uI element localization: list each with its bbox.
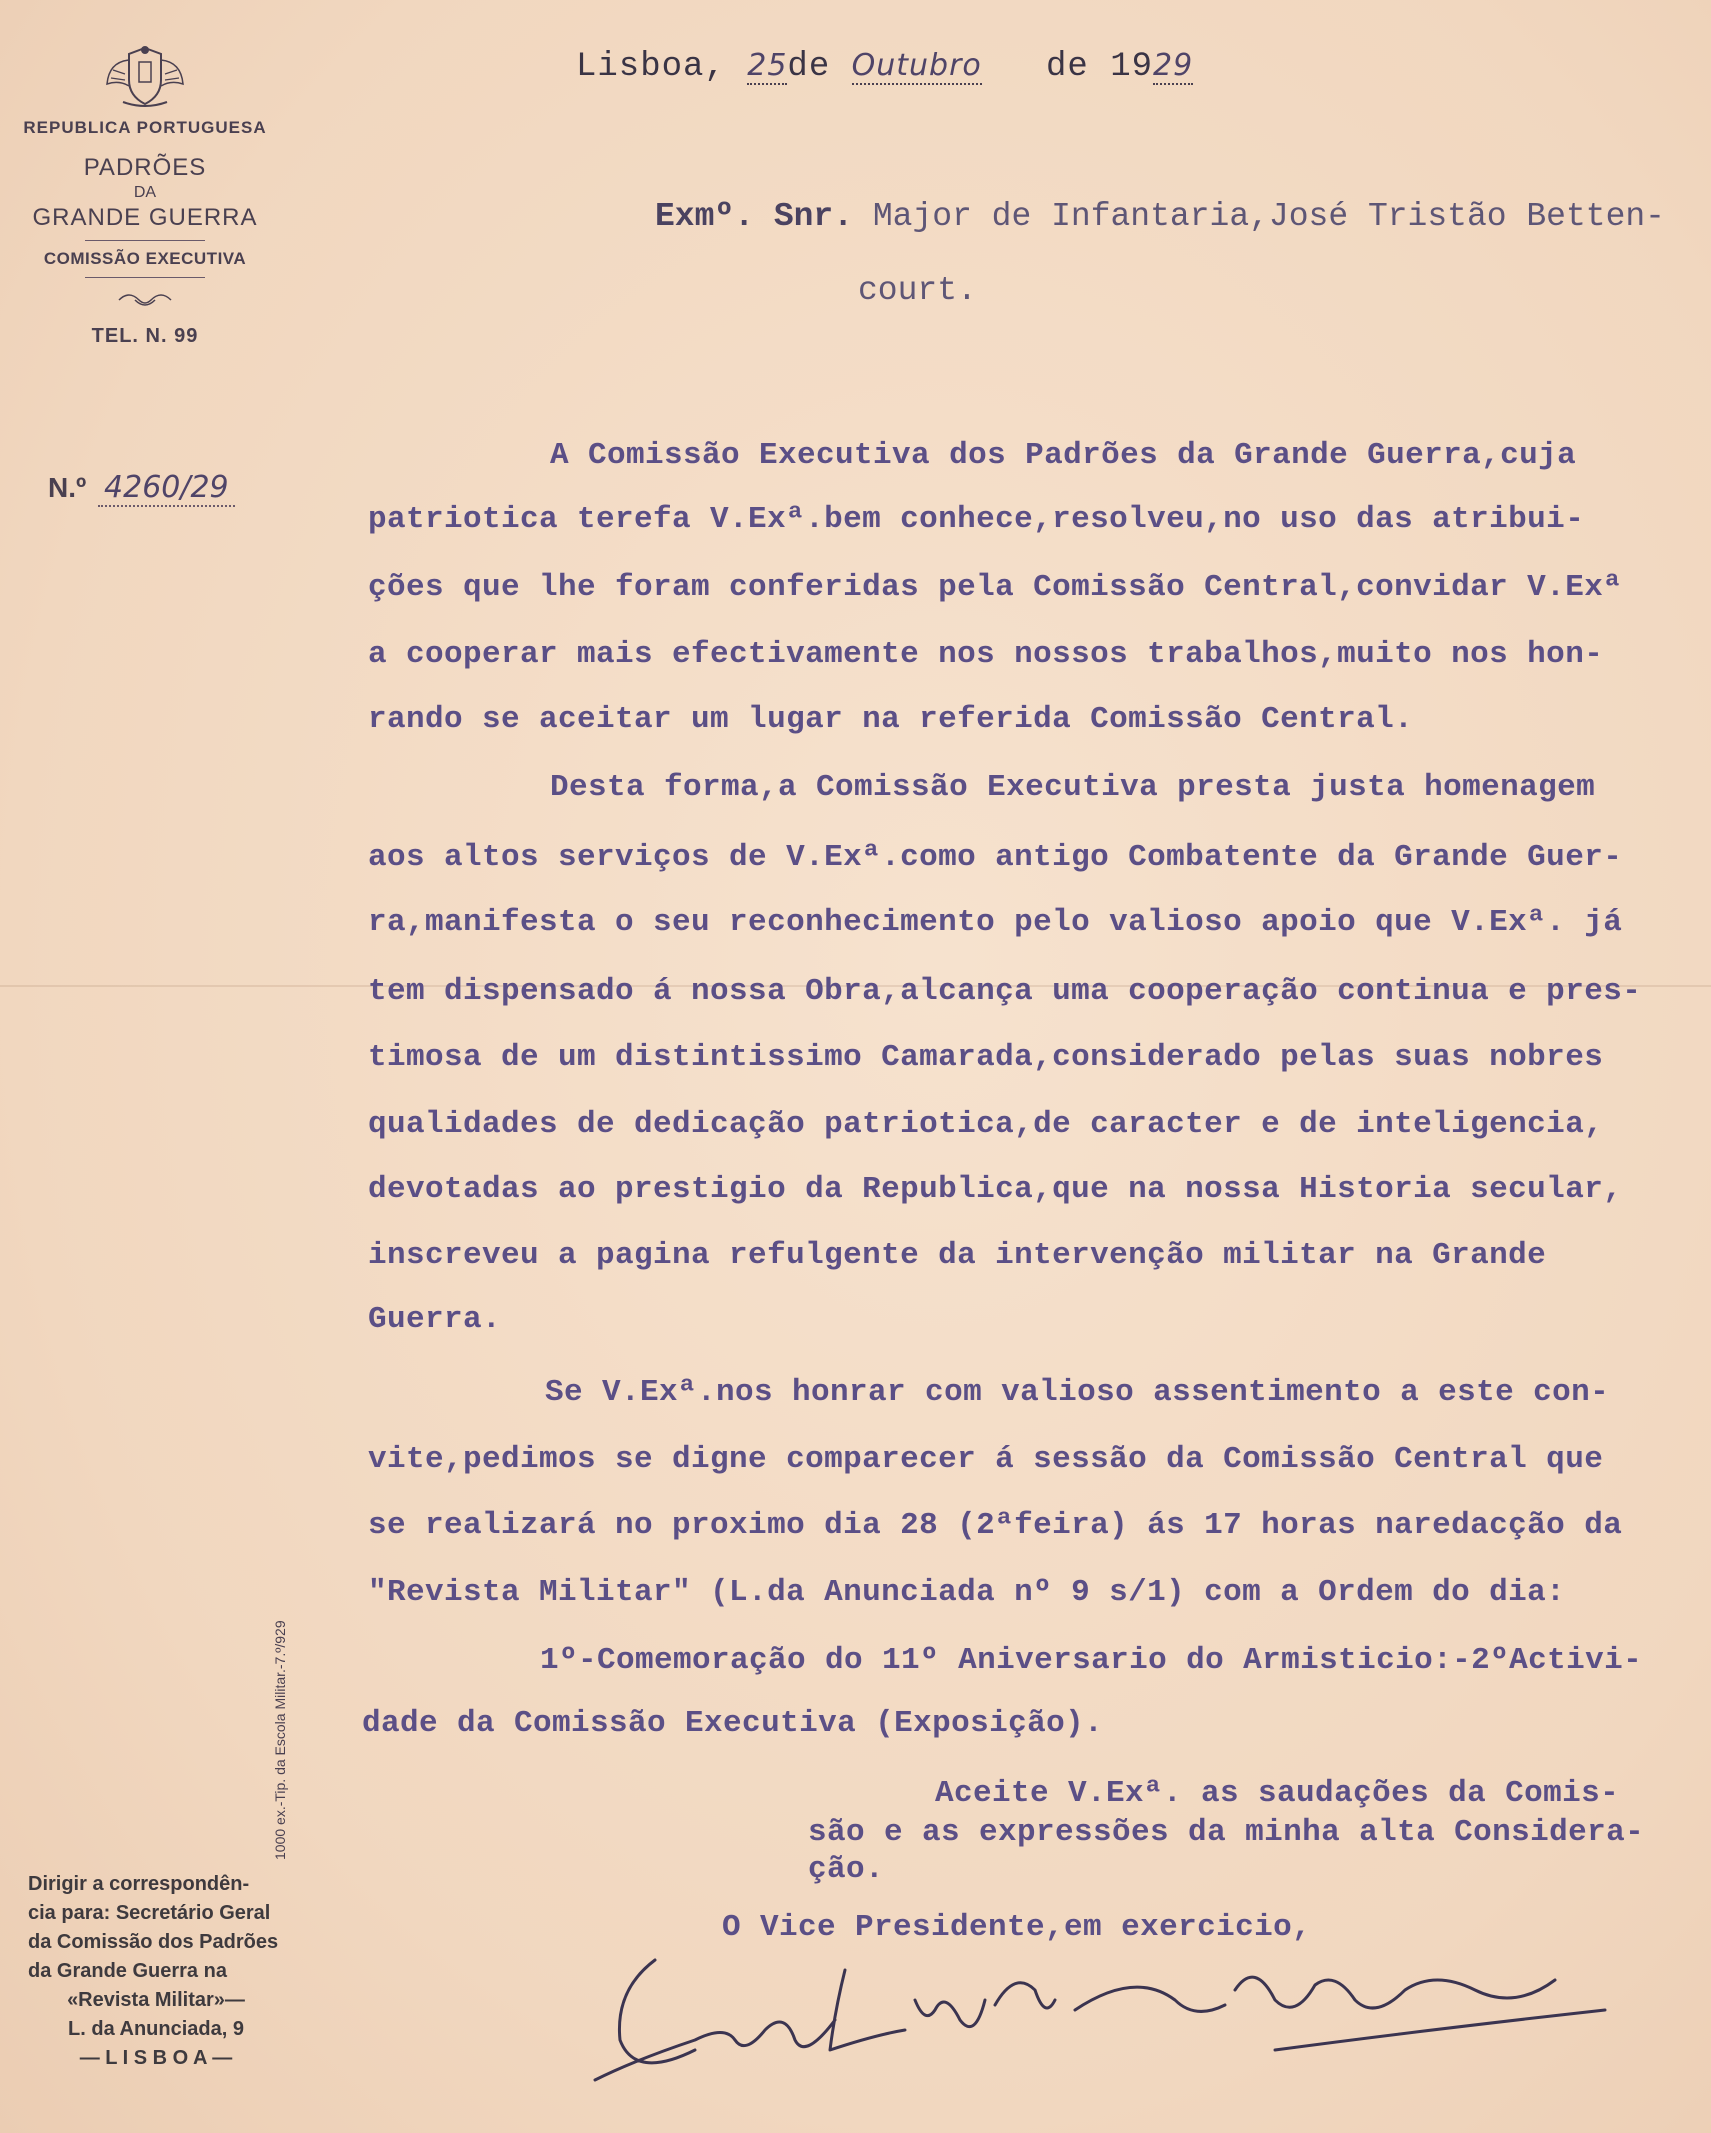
date-de1: de bbox=[787, 48, 831, 86]
org-line-padroes: PADRÕES bbox=[83, 154, 207, 181]
org-line-da: DA bbox=[133, 184, 157, 201]
salutation: Exmº. Snr. bbox=[655, 198, 854, 235]
footer-line: cia para: Secretário Geral bbox=[28, 1902, 271, 1924]
date-place: Lisboa, bbox=[576, 48, 726, 86]
date-day: 25 bbox=[747, 48, 788, 83]
date-de2: de 19 bbox=[1046, 48, 1154, 86]
body-line: patriotica terefa V.Exª.bem conhece,resolveu,no uso das atribui- bbox=[368, 502, 1585, 537]
footer-line: Dirigir a correspondên- bbox=[28, 1873, 250, 1895]
body-line: Desta forma,a Comissão Executiva presta justa homenagem bbox=[550, 770, 1596, 805]
body-line: 1º-Comemoração do 11º Aniversario do Armisticio:-2ºActivi- bbox=[540, 1643, 1643, 1678]
body-line: se realizará no proximo dia 28 (2ªfeira) ás 17 horas naredacção da bbox=[368, 1508, 1623, 1543]
body-line: dade da Comissão Executiva (Exposição). bbox=[362, 1706, 1104, 1741]
body-line: vite,pedimos se digne comparecer á sessão da Comissão Central que bbox=[368, 1442, 1604, 1477]
body-line: inscreveu a pagina refulgente da intervenção militar na Grande bbox=[368, 1238, 1547, 1273]
footer-line: «Revista Militar»— bbox=[67, 1989, 245, 2011]
body-line: "Revista Militar" (L.da Anunciada nº 9 s/1) com a Ordem do dia: bbox=[368, 1575, 1566, 1610]
addressee-line-1 bbox=[655, 198, 1665, 235]
footer-line: L. da Anunciada, 9 bbox=[68, 2018, 244, 2040]
date-year: 29 bbox=[1153, 48, 1194, 83]
ornament-icon bbox=[0, 290, 290, 315]
body-line: Se V.Exª.nos honrar com valioso assentimento a este con- bbox=[545, 1375, 1610, 1410]
body-line: timosa de um distintissimo Camarada,considerado pelas suas nobres bbox=[368, 1040, 1604, 1075]
body-line: aos altos serviços de V.Exª.como antigo Combatente da Grande Guer- bbox=[368, 840, 1623, 875]
letterhead bbox=[0, 40, 290, 348]
body-line: devotadas ao prestigio da Republica,que na nossa Historia secular, bbox=[368, 1172, 1623, 1207]
reference-value: 4260/29 bbox=[98, 470, 235, 507]
body-line: tem dispensado á nossa Obra,alcança uma cooperação continua e pres- bbox=[368, 974, 1642, 1009]
letterhead-divider bbox=[85, 240, 205, 241]
closing-line: Aceite V.Exª. as saudações da Comis- bbox=[935, 1776, 1620, 1811]
reference-number bbox=[48, 470, 235, 505]
letterhead-divider-2 bbox=[85, 277, 205, 278]
telephone-number: TEL. N. 99 bbox=[91, 325, 199, 347]
footer-line: da Comissão dos Padrões bbox=[28, 1931, 279, 1953]
signatory-title: O Vice Presidente,em exercicio, bbox=[722, 1910, 1312, 1945]
addressee-name: Major de Infantaria,José Tristão Betten- bbox=[872, 198, 1665, 235]
org-line-grande-guerra: GRANDE GUERRA bbox=[32, 204, 258, 231]
printer-imprint: 1000 ex.-Tip. da Escola Militar.-7.º/929 bbox=[272, 1620, 288, 1860]
closing-line: são e as expressões da minha alta Considera- bbox=[808, 1815, 1645, 1850]
addressee-line-2: court. bbox=[858, 272, 977, 309]
body-line: a cooperar mais efectivamente nos nossos trabalhos,muito nos hon- bbox=[368, 637, 1604, 672]
footer-line: — L I S B O A — bbox=[79, 2047, 233, 2069]
body-line: Guerra. bbox=[368, 1302, 502, 1337]
closing-line: ção. bbox=[808, 1852, 885, 1887]
body-line: ra,manifesta o seu reconhecimento pelo valioso apoio que V.Exª. já bbox=[368, 905, 1623, 940]
correspondence-footer bbox=[6, 1870, 306, 2073]
date-month: Outubro bbox=[851, 48, 982, 83]
body-line: rando se aceitar um lugar na referida Comissão Central. bbox=[368, 702, 1414, 737]
footer-line: da Grande Guerra na bbox=[28, 1960, 227, 1982]
letter-date bbox=[576, 48, 1193, 86]
republic-label: REPUBLICA PORTUGUESA bbox=[23, 118, 267, 137]
handwritten-signature bbox=[575, 1930, 1645, 2100]
reference-label: N.º bbox=[48, 472, 87, 503]
body-line: A Comissão Executiva dos Padrões da Grande Guerra,cuja bbox=[550, 438, 1577, 473]
org-line-comissao: COMISSÃO EXECUTIVA bbox=[43, 249, 247, 268]
body-line: ções que lhe foram conferidas pela Comissão Central,convidar V.Exª bbox=[368, 570, 1623, 605]
body-line: qualidades de dedicação patriotica,de caracter e de inteligencia, bbox=[368, 1107, 1604, 1142]
coat-of-arms-icon bbox=[99, 40, 191, 112]
